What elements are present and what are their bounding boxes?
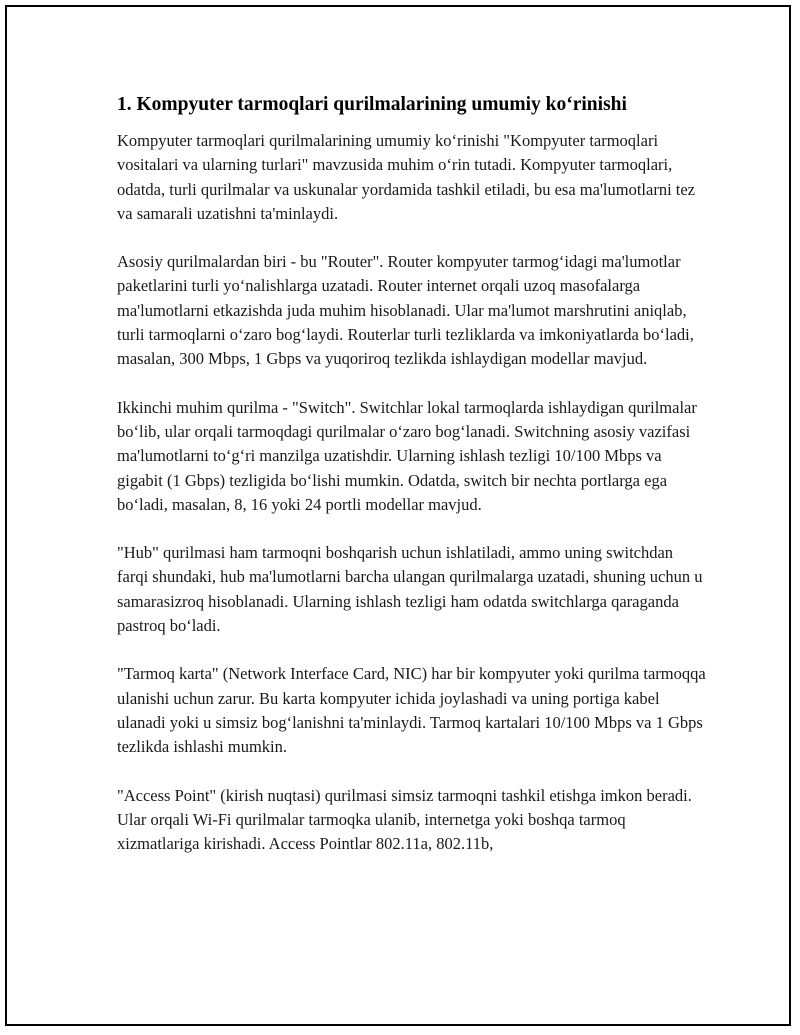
paragraph-hub: "Hub" qurilmasi ham tarmoqni boshqarish uchun ishlatiladi, ammo uning switchdan farqi shundaki, hub ma'lumotlarni barcha ulangan qurilmalarga uzatadi, shuning uchun u samarasizroq hisoblanadi. Ularning ishlash tezligi ham odatda switchlarga qaraganda pastroq boʻladi.: [117, 543, 703, 636]
paragraph-router: Asosiy qurilmalardan biri - bu "Router". Router kompyuter tarmogʻidagi ma'lumotlar paketlarini turli yoʻnalishlarga uzatadi. Router internet orqali uzoq masofalarga ma'lumotlarni etkazishda juda muhim hisoblanadi. Ular ma'lumot marshrutini aniqlab, turli tarmoqlarni oʻzaro bogʻlaydi. Routerlar turli tezliklarda va imkoniyatlarda boʻladi, masalan, 300 Mbps, 1 Gbps va yuqoriroq tezlikda ishlaydigan modellar mavjud.: [117, 252, 694, 369]
paragraph-switch: Ikkinchi muhim qurilma - "Switch". Switchlar lokal tarmoqlarda ishlaydigan qurilmalar boʻlib, ular orqali tarmoqdagi qurilmalar oʻzaro bogʻlanadi. Switchning asosiy vazifasi ma'lumotlarni toʻgʻri manzilga uzatishdir. Ularning ishlash tezligi 10/100 Mbps va gigabit (1 Gbps) tezligida boʻlishi mumkin. Odatda, switch bir nechta portlarga ega boʻladi, masalan, 8, 16 yoki 24 portli modellar mavjud.: [117, 397, 697, 514]
document-body: [117, 92, 707, 880]
paragraph-intro: Kompyuter tarmoqlari qurilmalarining umumiy koʻrinishi "Kompyuter tarmoqlari vositalari va ularning turlari" mavzusida muhim oʻrin tutadi. Kompyuter tarmoqlari, odatda, turli qurilmalar va uskunalar yordamida tashkil etiladi, bu esa ma'lumotlarni tez va samarali uzatishni ta'minlaydi.: [117, 131, 696, 223]
section-title: 1. Kompyuter tarmoqlari qurilmalarining umumiy koʻrinishi: [117, 94, 627, 115]
paragraph-access-point: "Access Point" (kirish nuqtasi) qurilmasi simsiz tarmoqni tashkil etishga imkon beradi. Ular orqali Wi-Fi qurilmalar tarmoqka ulanib, internetga yoki boshqa tarmoq xizmatlariga kirishadi. Access Pointlar 802.11a, 802.11b,: [117, 785, 692, 854]
paragraph-nic: "Tarmoq karta" (Network Interface Card, NIC) har bir kompyuter yoki qurilma tarmoqqa ulanishi uchun zarur. Bu karta kompyuter ichida joylashadi va uning portiga kabel ulanadi yoki u simsiz bogʻlanishni ta'minlaydi. Tarmoq kartalari 10/100 Mbps va 1 Gbps tezlikda ishlashi mumkin.: [117, 664, 706, 757]
